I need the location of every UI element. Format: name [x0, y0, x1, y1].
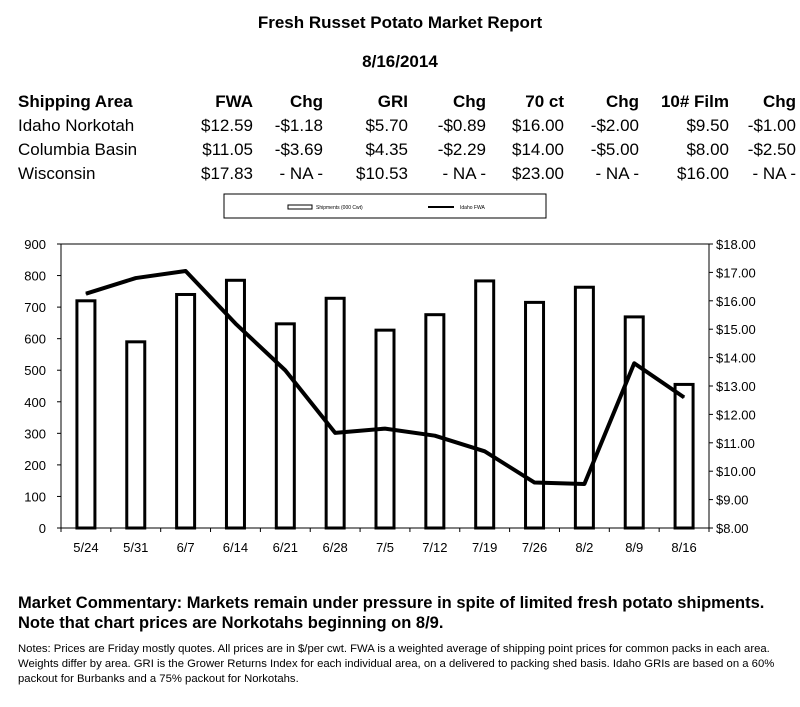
legend-box: [224, 194, 546, 218]
price-table-header: [18, 90, 796, 114]
legend-label-shipments: Shipments (000 Cwt): [316, 205, 363, 211]
header-gri-chg: Chg: [452, 92, 486, 111]
x-axis-tick-label: 7/12: [422, 540, 448, 555]
point-idaho-fwa: [285, 370, 286, 371]
table-cell: -$1.00: [747, 116, 796, 135]
plot-area: [24, 237, 755, 555]
table-cell: $9.50: [686, 116, 729, 135]
table-cell: Wisconsin: [18, 164, 96, 183]
bar-shipments: [326, 298, 344, 528]
table-cell: Idaho Norkotah: [18, 116, 135, 135]
point-idaho-fwa: [335, 432, 336, 433]
bar-shipments: [575, 287, 593, 528]
point-idaho-fwa: [385, 428, 386, 429]
right-axis-tick-label: $8.00: [716, 521, 749, 536]
table-row: [18, 162, 796, 186]
table-cell: -$2.00: [590, 116, 639, 135]
table-cell: $14.00: [512, 140, 564, 159]
report-notes: Notes: Prices are Friday mostly quotes. All prices are in $/per cwt. FWA is a weighted average of shipping point prices for common packs in each area. Weights differ by area. GRI is the Grower Returns Index for each individual area, on a delivered to packing shed basis. Idaho GRIs are based on a 60% packout for Burbanks and a 75% packout for Norkotahs.: [18, 643, 775, 685]
x-axis-tick-label: 8/16: [671, 540, 697, 555]
price-table: [18, 90, 796, 186]
left-axis-tick-label: 0: [38, 521, 46, 536]
bar-shipments: [476, 281, 494, 528]
table-cell: $11.05: [202, 140, 253, 159]
right-axis-tick-label: $18.00: [716, 237, 756, 252]
left-axis-tick-label: 800: [24, 268, 46, 284]
header-70ct: 70 ct: [525, 92, 564, 111]
x-axis-tick-label: 6/14: [222, 540, 249, 555]
point-idaho-fwa: [634, 363, 635, 364]
legend-label-idaho-fwa: Idaho FWA: [460, 205, 485, 211]
bar-shipments: [426, 315, 444, 528]
left-axis-tick-label: 300: [24, 426, 46, 442]
x-axis-tick-label: 5/31: [123, 540, 149, 555]
table-cell: -$0.89: [437, 116, 486, 135]
left-axis-tick-label: 500: [24, 363, 46, 379]
table-cell: -$2.50: [747, 140, 796, 159]
report-title: Fresh Russet Potato Market Report: [257, 13, 543, 32]
x-axis-tick-label: 8/9: [625, 540, 644, 555]
bar-shipments: [77, 301, 95, 528]
point-idaho-fwa: [85, 293, 86, 294]
header-fwa: FWA: [215, 92, 253, 111]
x-axis-tick-label: 7/5: [375, 540, 395, 555]
left-axis-tick-label: 200: [24, 457, 46, 473]
table-cell: $16.00: [512, 116, 564, 135]
table-cell: $8.00: [686, 140, 729, 159]
shipments-price-chart: [0, 190, 800, 590]
x-axis-tick-label: 6/21: [272, 540, 298, 555]
right-axis-tick-label: $14.00: [716, 350, 756, 366]
table-cell: $12.59: [201, 116, 253, 135]
left-axis-tick-label: 100: [24, 489, 46, 505]
table-cell: -$3.69: [274, 140, 323, 159]
table-cell: Columbia Basin: [18, 140, 138, 159]
legend-swatch-shipments: [288, 205, 312, 209]
right-axis-tick-label: $9.00: [716, 492, 749, 508]
bar-shipments: [675, 384, 693, 528]
x-axis-tick-label: 6/28: [322, 540, 348, 555]
left-axis-tick-label: 400: [24, 394, 46, 410]
report-date: 8/16/2014: [362, 52, 438, 71]
point-idaho-fwa: [135, 278, 136, 279]
left-axis-tick-label: 700: [24, 300, 46, 316]
right-axis-tick-label: $11.00: [716, 435, 755, 451]
right-axis-tick-label: $15.00: [716, 322, 756, 338]
point-idaho-fwa: [484, 451, 485, 452]
header-10lb-film-chg: Chg: [762, 92, 796, 111]
point-idaho-fwa: [684, 397, 685, 398]
point-idaho-fwa: [235, 323, 236, 324]
x-axis-tick-label: 7/19: [472, 540, 498, 555]
right-axis-tick-label: $13.00: [716, 379, 756, 394]
left-axis-tick-label: 600: [24, 331, 46, 347]
x-axis-tick-label: 6/7: [176, 540, 195, 555]
table-cell: -$1.18: [274, 116, 323, 135]
header-fwa-chg: Chg: [289, 92, 323, 111]
x-axis-tick-label: 5/24: [73, 540, 99, 555]
left-axis-tick-label: 900: [24, 237, 46, 252]
market-commentary: Market Commentary: Markets remain under pressure in spite of limited fresh potato shipments. Note that chart prices are Norkotahs beginning on 8/9.: [18, 594, 765, 632]
point-idaho-fwa: [534, 482, 535, 483]
header-10lb-film: 10# Film: [660, 92, 729, 111]
bar-shipments: [526, 302, 544, 528]
right-axis-tick-label: $16.00: [716, 293, 756, 309]
chart-legend: [224, 194, 546, 218]
table-cell: $10.53: [356, 164, 408, 183]
table-row: [18, 138, 796, 162]
right-axis-tick-label: $17.00: [716, 265, 756, 281]
bar-shipments: [177, 294, 195, 528]
x-axis-tick-label: 8/2: [575, 540, 594, 555]
point-idaho-fwa: [584, 483, 585, 484]
header-gri: GRI: [377, 92, 408, 111]
table-cell: -$5.00: [590, 140, 639, 159]
point-idaho-fwa: [185, 270, 186, 271]
bar-shipments: [276, 324, 294, 528]
header-70ct-chg: Chg: [605, 92, 639, 111]
table-cell: $4.35: [365, 140, 408, 159]
bar-shipments: [127, 342, 145, 528]
table-cell: $16.00: [677, 164, 729, 183]
table-cell: $5.70: [365, 116, 408, 135]
bar-shipments: [625, 317, 643, 528]
table-cell: $23.00: [512, 164, 564, 183]
right-axis-tick-label: $12.00: [716, 407, 756, 423]
table-row: [18, 114, 796, 138]
table-cell: - NA -: [595, 164, 639, 183]
header-shipping-area: Shipping Area: [18, 92, 133, 111]
x-axis-tick-label: 7/26: [521, 540, 548, 555]
table-cell: $17.83: [201, 164, 253, 183]
point-idaho-fwa: [434, 435, 435, 436]
table-cell: - NA -: [442, 164, 486, 183]
table-cell: -$2.29: [437, 140, 486, 159]
table-cell: - NA -: [752, 164, 796, 183]
table-cell: - NA -: [279, 164, 323, 183]
right-axis-tick-label: $10.00: [716, 464, 756, 480]
